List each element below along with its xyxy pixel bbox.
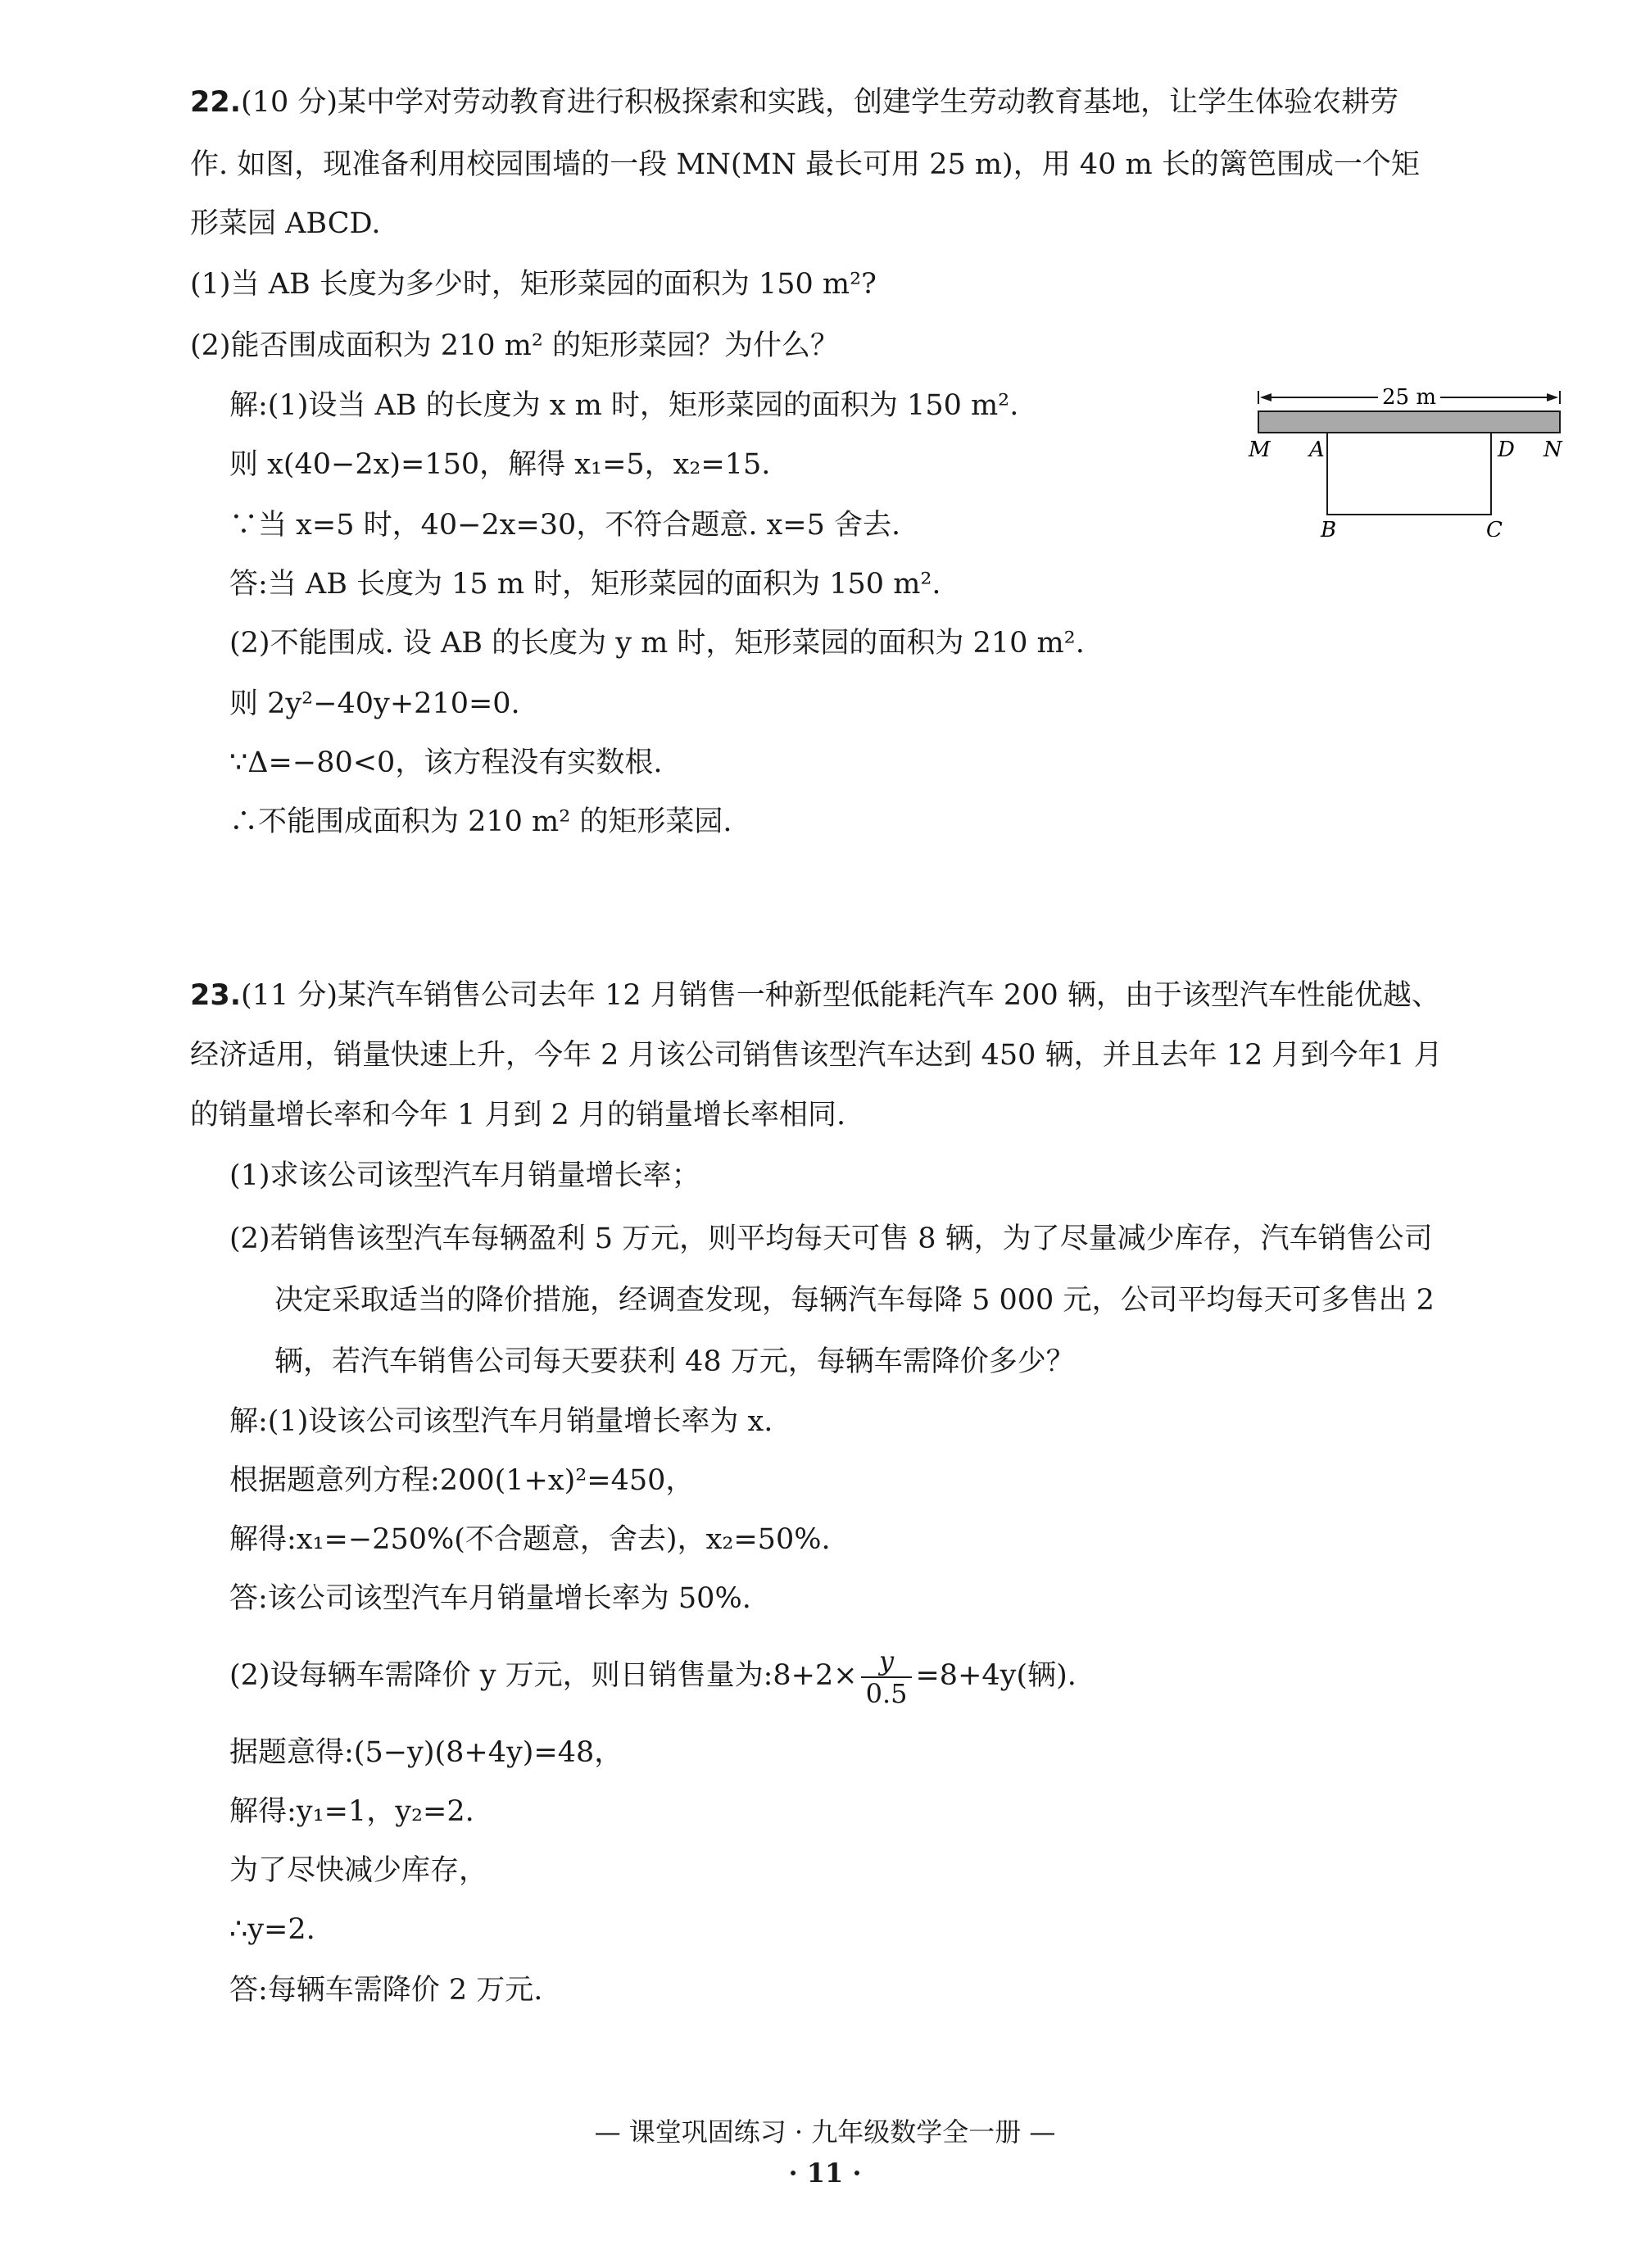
q22-stem-2: 作. 如图，现准备利用校园围墙的一段 MN(MN 最长可用 25 m)，用 40 m 长的篱笆围成一个矩: [190, 148, 1420, 181]
q22-sub2: (2)能否围成面积为 210 m² 的矩形菜园？为什么？: [190, 329, 839, 362]
q23-sol2-4: ∴y=2.: [229, 1913, 315, 1946]
q22-sol-5: (2)不能围成. 设 AB 的长度为 y m 时，矩形菜园的面积为 210 m².: [229, 627, 1085, 660]
q23-sol1-3: 解得:x₁=−250%(不合题意，舍去)，x₂=50%.: [229, 1523, 831, 1556]
label-a: A: [1309, 438, 1325, 462]
q22-sol-4: 答:当 AB 长度为 15 m 时，矩形菜园的面积为 150 m².: [229, 568, 941, 601]
q22-sub1: (1)当 AB 长度为多少时，矩形菜园的面积为 150 m²?: [190, 268, 877, 301]
label-n: N: [1543, 438, 1562, 462]
q23-sol2-2: 解得:y₁=1，y₂=2.: [229, 1795, 474, 1828]
q23-sub2-1: (2)若销售该型汽车每辆盈利 5 万元，则平均每天可售 8 辆，为了尽量减少库存，汽车销售公司: [229, 1222, 1433, 1255]
q23-stem-2: 经济适用，销量快速上升，今年 2 月该公司销售该型汽车达到 450 辆，并且去年 12 月到今年1 月: [190, 1039, 1443, 1072]
q22-stem-3: 形菜园 ABCD.: [190, 207, 381, 240]
q22-sol-8: ∴不能围成面积为 210 m² 的矩形菜园.: [229, 805, 732, 838]
q23-sol2-prefix: (2)设每辆车需降价 y 万元，则日销售量为:8+2×: [229, 1659, 858, 1692]
q22-stem-1: (10 分)某中学对劳动教育进行积极探索和实践，创建学生劳动教育基地，让学生体验农耕劳: [241, 86, 1398, 119]
q22-sol-6: 则 2y²−40y+210=0.: [229, 687, 520, 720]
label-b: B: [1321, 518, 1337, 537]
q22-line-1: [190, 82, 1398, 123]
label-m: M: [1249, 438, 1271, 462]
rectangle-abcd: [1327, 433, 1491, 515]
label-d: D: [1498, 438, 1515, 462]
wall-length-label: 25 m: [1381, 385, 1437, 410]
q23-sol1-1: 解:(1)设该公司该型汽车月销量增长率为 x.: [229, 1405, 773, 1438]
q22-sol-7: ∵Δ=−80<0，该方程没有实数根.: [229, 746, 663, 779]
q23-sol1-2: 根据题意列方程:200(1+x)²=450，: [229, 1464, 695, 1497]
q23-sol2-5: 答:每辆车需降价 2 万元.: [229, 1974, 543, 2007]
q22-sol-2: 则 x(40−2x)=150，解得 x₁=5，x₂=15.: [229, 448, 771, 481]
q22-sol-1: 解:(1)设当 AB 的长度为 x m 时，矩形菜园的面积为 150 m².: [229, 389, 1019, 422]
q23-sub1: (1)求该公司该型汽车月销量增长率；: [229, 1159, 700, 1192]
page-footer-title: — 课堂巩固练习 · 九年级数学全一册 —: [594, 2116, 1056, 2148]
q23-sub2-2: 决定采取适当的降价措施，经调查发现，每辆汽车每降 5 000 元，公司平均每天可多售出 2: [274, 1284, 1435, 1317]
page-number: · 11 ·: [788, 2157, 862, 2189]
fraction-numerator: y: [861, 1645, 913, 1678]
q23-line-1: [190, 975, 1440, 1016]
q23-number: 23.: [190, 979, 242, 1012]
q23-stem-1: (11 分)某汽车销售公司去年 12 月销售一种新型低能耗汽车 200 辆，由于该型汽车性能优越、: [241, 979, 1440, 1012]
fraction-denominator: 0.5: [865, 1677, 908, 1709]
q23-sol2-3: 为了尽快减少库存，: [229, 1854, 488, 1887]
label-c: C: [1486, 518, 1503, 537]
fraction-y-over-0.5: [861, 1645, 913, 1709]
school-wall: [1258, 411, 1560, 433]
q23-sol2-equation: [229, 1639, 1077, 1712]
q23-sol1-4: 答:该公司该型汽车月销量增长率为 50%.: [229, 1582, 751, 1615]
q23-stem-3: 的销量增长率和今年 1 月到 2 月的销量增长率相同.: [190, 1099, 846, 1132]
q22-number: 22.: [190, 86, 242, 119]
q23-sol2-1: 据题意得:(5−y)(8+4y)=48，: [229, 1736, 623, 1769]
q23-sol2-suffix: =8+4y(辆).: [915, 1659, 1077, 1692]
q23-sub2-3: 辆，若汽车销售公司每天要获利 48 万元，每辆车需降价多少？: [274, 1345, 1075, 1378]
rectangle-garden-figure: [1245, 381, 1573, 537]
q22-sol-3: ∵当 x=5 时，40−2x=30，不符合题意. x=5 舍去.: [229, 509, 901, 542]
